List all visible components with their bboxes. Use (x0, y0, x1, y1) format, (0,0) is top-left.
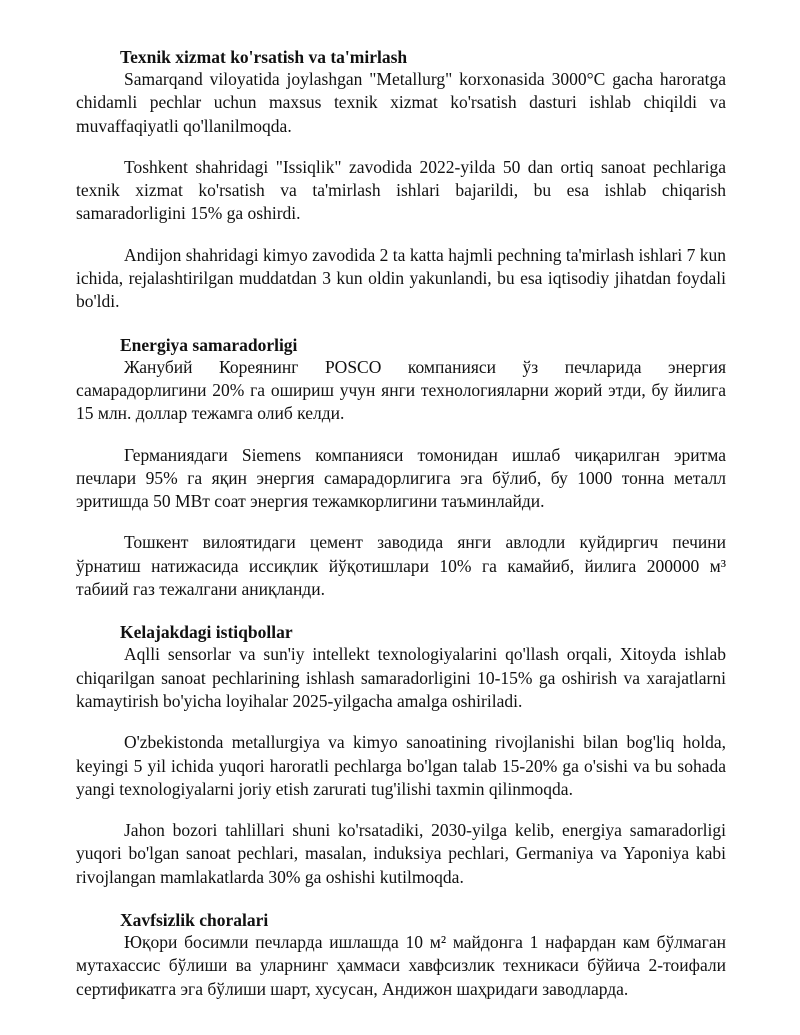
section-heading: Texnik xizmat ko'rsatish va ta'mirlash (120, 47, 408, 67)
paragraph: Жанубий Кореянинг POSCO компанияси ўз печларида энергия самарадорлигини 20% га ошириш учун янги технологияларни жорий этди, бу йилига 15 млн. доллар тежамга олиб келди. (76, 356, 726, 424)
section-maintenance (76, 40, 726, 314)
section-future-prospects (76, 619, 726, 889)
paragraph: Samarqand viloyatida joylashgan "Metallurg" korxonasida 3000°C gacha haroratga chidamli pechlar uchun maxsus texnik xizmat ko'rsatish dasturi ishlab chiqildi va muvaffaqiyatli qo'llanilmoqda. (76, 69, 726, 136)
document-page (76, 40, 726, 1019)
paragraph: Toshkent shahridagi "Issiqlik" zavodida 2022-yilda 50 dan ortiq sanoat pechlariga texnik xizmat ko'rsatish va ta'mirlash ishlari bajarildi, bu esa ishlab chiqarish samaradorligini 15% ga oshirdi. (76, 156, 726, 224)
section-heading: Xavfsizlik choralari (120, 910, 269, 931)
section-heading: Kelajakdagi istiqbollar (120, 622, 293, 643)
section-safety-measures (76, 907, 726, 1001)
paragraph: Юқори босимли печларда ишлашда 10 м² майдонга 1 нафардан кам бўлмаган мутахассис бўлиши ва уларнинг ҳаммаси хавфсизлик техникаси бўйича 2-тоифали сертификатга эга бўлиши шарт, хусусан, Андижон шаҳридаги заводларда. (76, 932, 726, 999)
section-heading: Energiya samaradorligi (120, 334, 298, 355)
paragraph: Тошкент вилоятидаги цемент заводида янги авлодли куйдиргич печини ўрнатиш натижасида иссиқлик йўқотишлари 10% га камайиб, йилига 200000 м³ табиий газ тежалгани аниқланди. (76, 532, 726, 600)
paragraph: O'zbekistonda metallurgiya va kimyo sanoatining rivojlanishi bilan bog'liq holda, keyingi 5 yil ichida yuqori haroratli pechlarga bo'lgan talab 15-20% ga o'sishi va bu sohada yangi texnologiyalarni joriy etish zarurati tug'ilishi taxmin qilinmoqda. (76, 732, 726, 799)
paragraph: Aqlli sensorlar va sun'iy intellekt texnologiyalarini qo'llash orqali, Xitoyda ishlab chiqarilgan sanoat pechlarining ishlash samaradorligini 10-15% ga oshirish va xarajatlarni kamaytirish bo'yicha loyihalar 2025-yilgacha amalga oshiriladi. (76, 644, 726, 711)
paragraph: Германиядаги Siemens компанияси томонидан ишлаб чиқарилган эритма печлари 95% га яқин энергия самарадорлигига эга бўлиб, бу 1000 тонна металл эритишда 50 МВт соат энергия тежамкорлигини таъминлайди. (76, 444, 726, 512)
section-energy-efficiency (76, 332, 726, 602)
paragraph: Andijon shahridagi kimyo zavodida 2 ta katta hajmli pechning ta'mirlash ishlari 7 kun ichida, rejalashtirilgan muddatdan 3 kun oldin yakunlandi, bu esa iqtisodiy jihatdan foydali bo'ldi. (76, 244, 726, 312)
paragraph: Jahon bozori tahlillari shuni ko'rsatadiki, 2030-yilga kelib, energiya samaradorligi yuqori bo'lgan sanoat pechlari, masalan, induksiya pechlari, Germaniya va Yaponiya kabi rivojlangan mamlakatlarda 30% ga oshishi kutilmoqda. (76, 820, 726, 887)
